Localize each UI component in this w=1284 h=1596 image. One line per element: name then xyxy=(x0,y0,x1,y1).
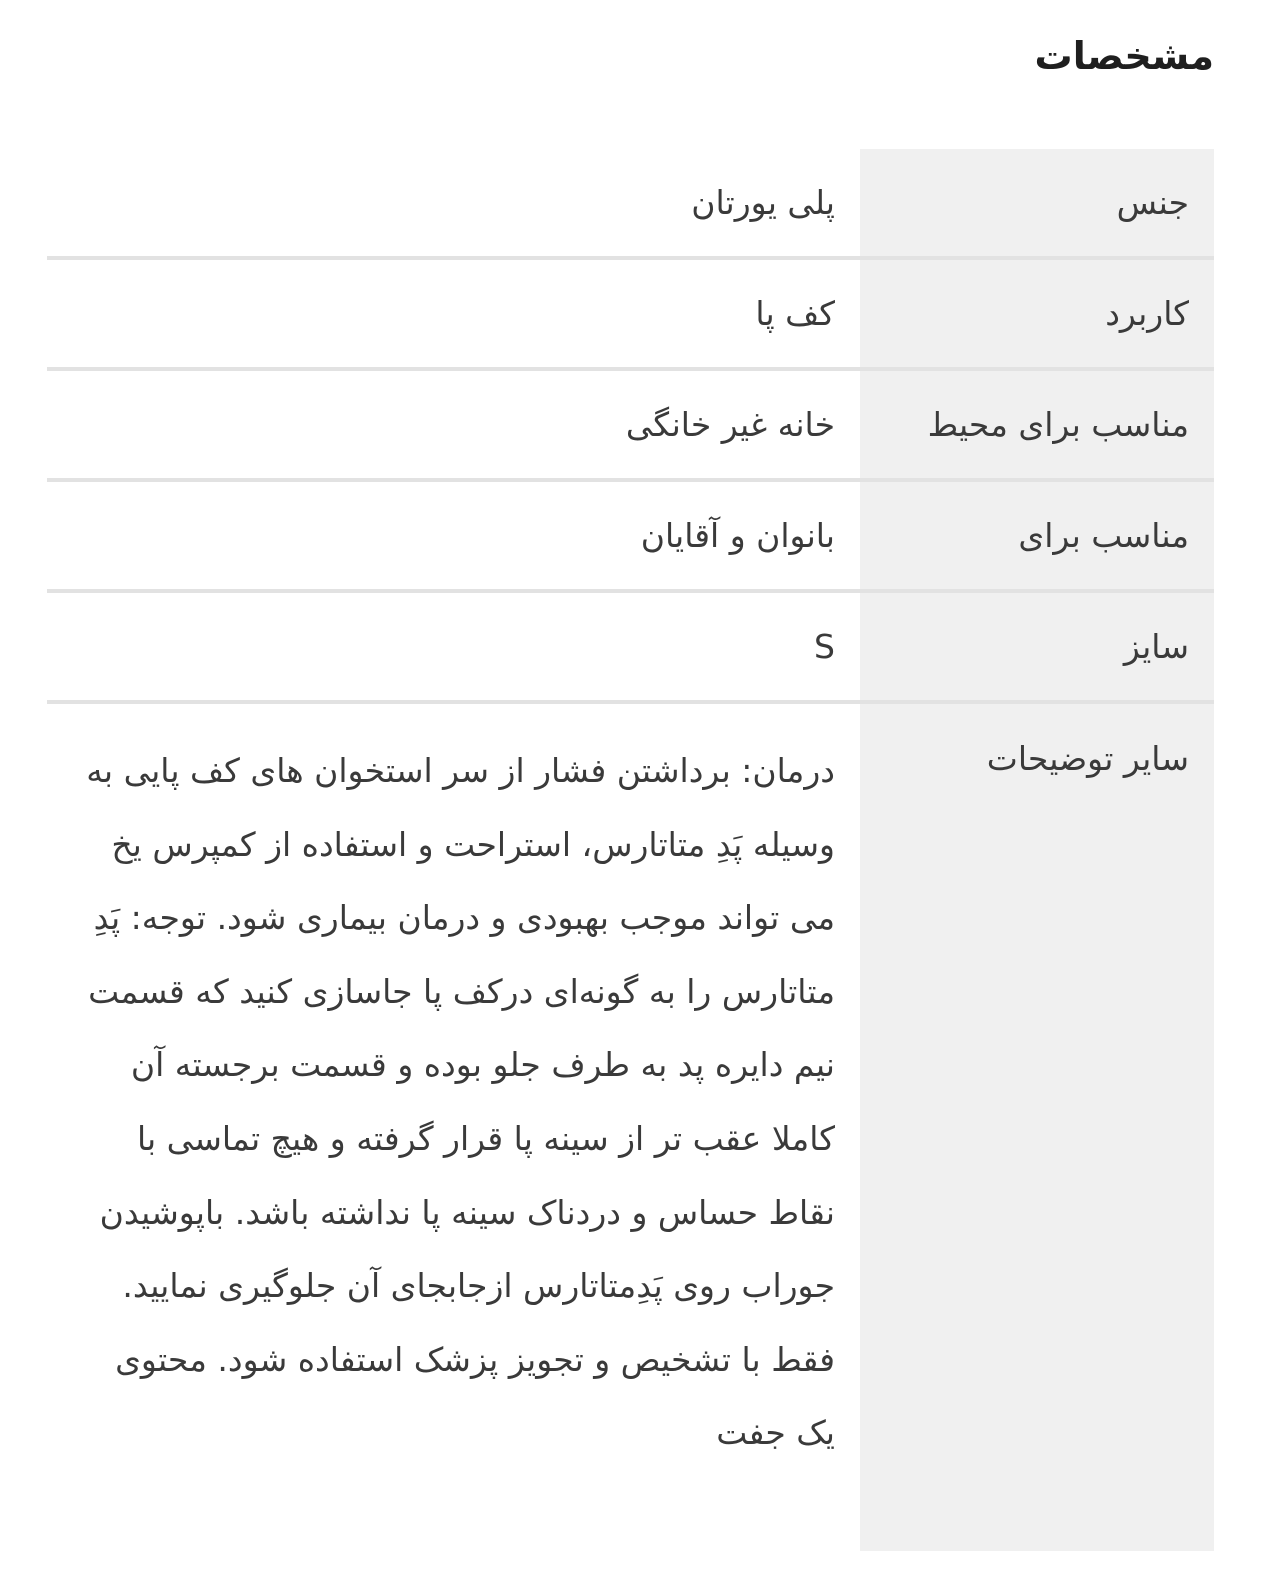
spec-key: کاربرد xyxy=(860,260,1214,367)
spec-key: سایز xyxy=(860,593,1214,700)
spec-value: بانوان و آقایان xyxy=(640,516,835,555)
spec-value: درمان: برداشتن فشار از سر استخوان های کف پایی به وسیله پَدِ متاتارس، استراحت و استفاده از کمپرس یخ می تواند موجب بهبودی و درمان بیماری شود. توجه: پَدِ متاتارس را به گونه‌ای درکف پا جاسازی کنید که قسمت نیم دایره پد به طرف جلو بوده و قسمت برجسته آن کاملا عقب تر از سینه پا قرار گرفته و هیچ تماسی با نقاط حساس و دردناک سینه پا نداشته باشد. باپوشیدن جوراب روی پَدِمتاتارس ازجابجای آن جلوگیری نمایید. فقط با تشخیص و تجویز پزشک استفاده شود. محتوی یک جفت xyxy=(86,751,835,1453)
spec-row-material xyxy=(47,149,1214,260)
section-title: مشخصات xyxy=(1034,34,1214,78)
spec-row-suitable-for xyxy=(47,482,1214,593)
specs-table xyxy=(47,149,1214,1551)
spec-key: مناسب برای xyxy=(860,482,1214,589)
spec-key: مناسب برای محیط xyxy=(860,371,1214,478)
spec-key: سایر توضیحات xyxy=(860,704,1214,1551)
spec-row-description xyxy=(47,704,1214,1551)
spec-key: جنس xyxy=(860,149,1214,256)
spec-row-size xyxy=(47,593,1214,704)
spec-value: کف پا xyxy=(755,294,835,333)
spec-row-usage xyxy=(47,260,1214,371)
spec-value: پلی یورتان xyxy=(691,183,835,222)
spec-value: S xyxy=(814,627,835,666)
specifications-page xyxy=(47,0,1214,1596)
spec-value: خانه غیر خانگی xyxy=(625,405,835,444)
spec-row-environment xyxy=(47,371,1214,482)
